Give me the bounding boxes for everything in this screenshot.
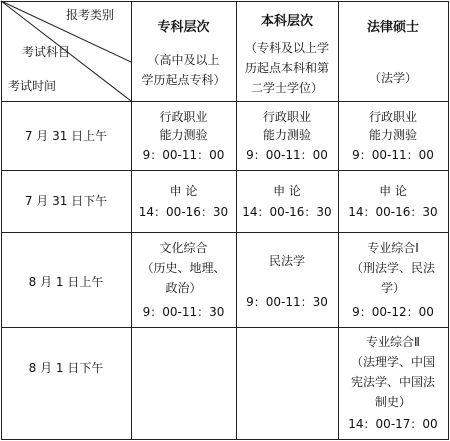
schedule-cell-line: 申 论 xyxy=(169,184,198,198)
row-time-label: 7 月 31 日上午 xyxy=(24,129,108,143)
schedule-cell-line: 14：00-16：30 xyxy=(242,205,332,219)
schedule-cell-line: （法理学、中国 xyxy=(350,355,435,369)
column-header-zhuanke-sub: 学历起点专科） xyxy=(141,73,226,87)
schedule-cell-line: 行政职业 xyxy=(262,110,311,124)
column-header-benke: 本科层次 xyxy=(260,14,313,29)
column-header-falvshuoshi: 法律硕士 xyxy=(366,20,419,35)
corner-time-label: 考试时间 xyxy=(8,79,57,93)
schedule-cell-line: 9：00-11：30 xyxy=(246,295,328,309)
schedule-cell-line: 9：00-11：00 xyxy=(142,148,225,162)
row-time-label: 8 月 1 日上午 xyxy=(28,275,104,289)
column-header-benke-sub: （专科及以上学 xyxy=(244,41,329,55)
schedule-cell-line: 行政职业 xyxy=(159,110,208,124)
schedule-cell-line: 民法学 xyxy=(268,254,305,268)
schedule-cell-line: 申 论 xyxy=(379,184,407,198)
row-time-label: 7 月 31 日下午 xyxy=(24,194,108,208)
schedule-cell-line: 14：00-16：30 xyxy=(348,205,438,219)
schedule-cell-line: 学） xyxy=(380,281,405,295)
schedule-cell-line: 9：00-11：30 xyxy=(142,305,225,319)
column-header-benke-sub: 历起点本科和第 xyxy=(244,61,329,75)
schedule-cell-line: 行政职业 xyxy=(368,110,417,124)
schedule-cell-line: 文化综合 xyxy=(159,241,208,255)
schedule-cell-line: 政治） xyxy=(165,281,202,295)
schedule-cell-line: 9：00-11：00 xyxy=(352,148,434,162)
schedule-cell-line: 9：00-12：00 xyxy=(352,305,434,319)
column-header-falvshuoshi-sub: （法学） xyxy=(368,71,417,85)
corner-subject-label: 考试科目 xyxy=(22,45,71,59)
schedule-cell-line: 宪法学、中国法 xyxy=(350,375,435,389)
schedule-cell-line: 能力测验 xyxy=(159,128,208,142)
schedule-cell-line: 9：00-11：00 xyxy=(246,148,328,162)
row-time-label: 8 月 1 日下午 xyxy=(28,361,104,375)
schedule-cell-line: 专业综合Ⅱ xyxy=(366,335,420,349)
column-header-zhuanke-sub: （高中及以上 xyxy=(147,53,220,67)
schedule-cell-line: 14：00-17：00 xyxy=(348,417,438,431)
schedule-cell-line: 14：00-16：30 xyxy=(138,205,229,219)
column-header-zhuanke: 专科层次 xyxy=(157,20,210,35)
column-header-benke-sub: 二学士学位） xyxy=(250,81,323,95)
schedule-cell-line: 专业综合Ⅰ xyxy=(367,241,419,255)
schedule-cell-line: 能力测验 xyxy=(262,128,311,142)
schedule-cell-line: 能力测验 xyxy=(368,128,417,142)
schedule-cell-line: （刑法学、民法 xyxy=(350,261,435,275)
schedule-cell-line: 申 论 xyxy=(273,184,301,198)
schedule-cell-line: 制史） xyxy=(374,395,411,409)
schedule-cell-line: （历史、地理、 xyxy=(141,261,226,275)
corner-category-label: 报考类别 xyxy=(66,8,115,22)
